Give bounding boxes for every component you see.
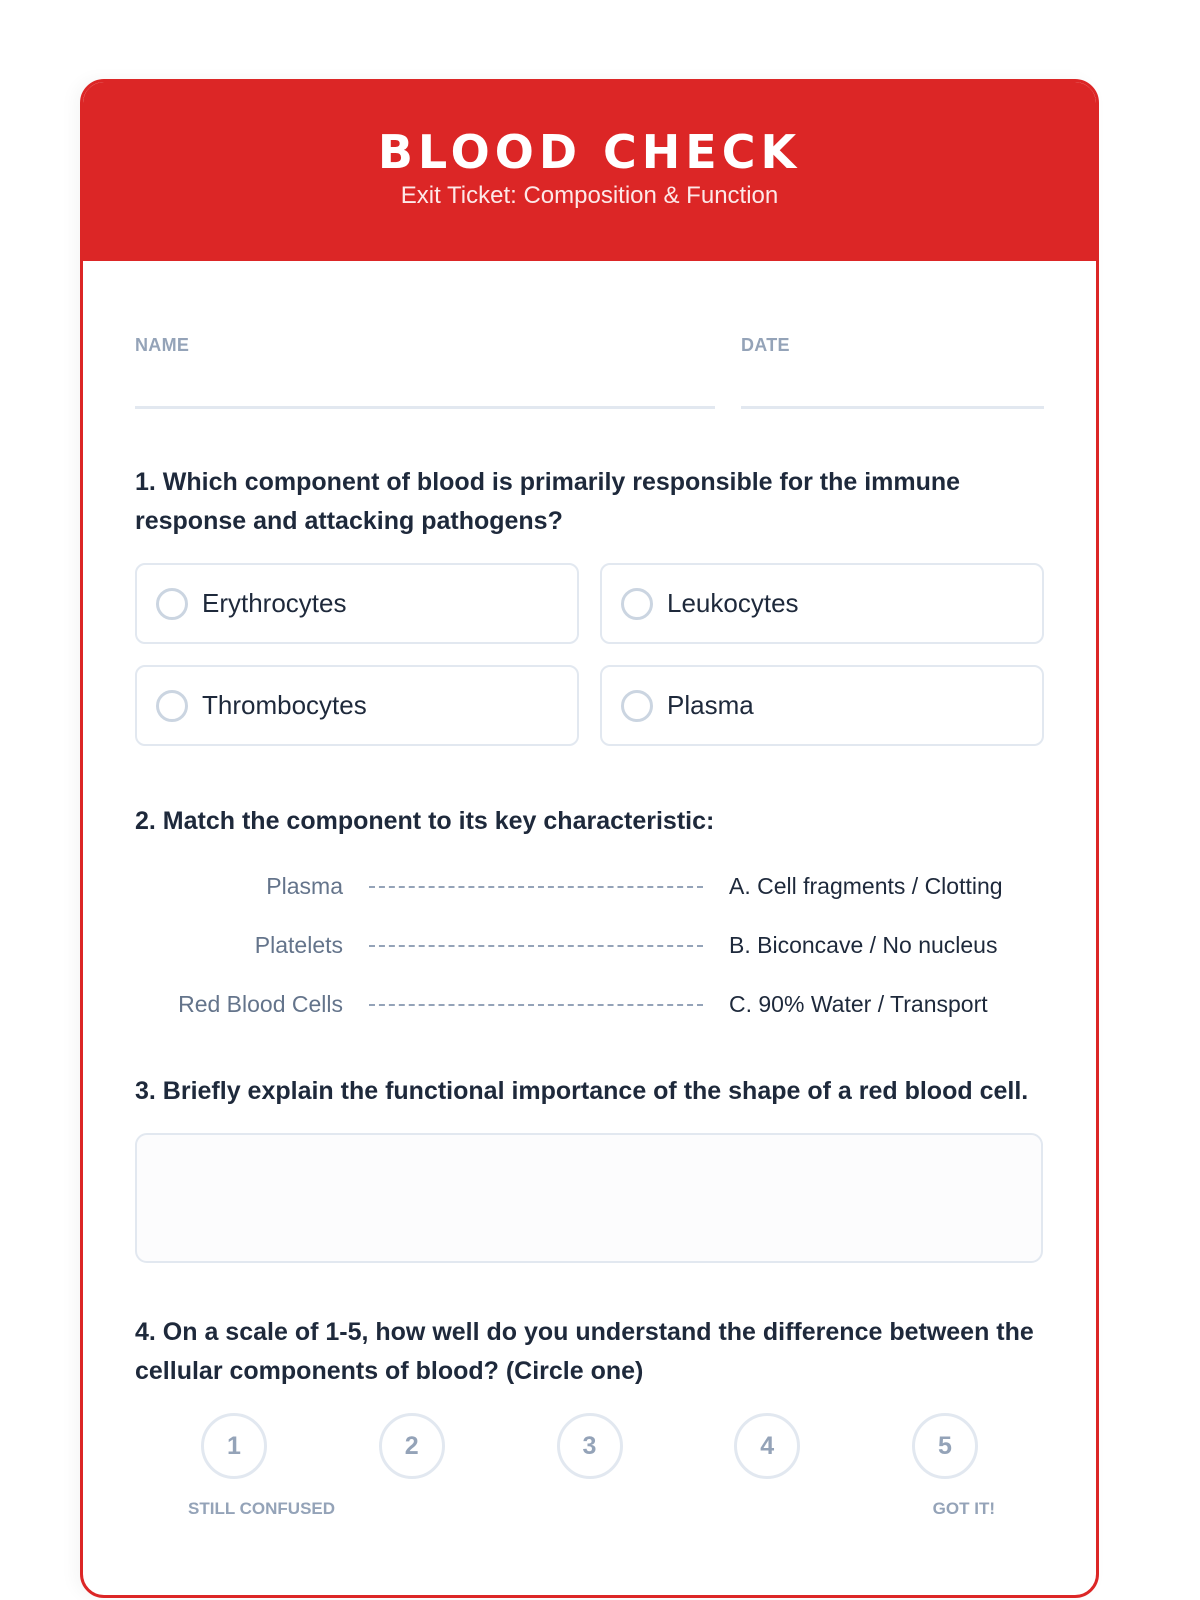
scale-option-4[interactable]: 4 — [734, 1413, 800, 1479]
scale-high-label: GOT IT! — [932, 1499, 995, 1518]
match-characteristic: C. 90% Water / Transport — [729, 991, 988, 1017]
match-characteristic: A. Cell fragments / Clotting — [729, 873, 1003, 899]
page-title: BLOOD CHECK — [377, 125, 802, 179]
scale-option-5[interactable]: 5 — [912, 1413, 978, 1479]
option-label: Erythrocytes — [202, 588, 347, 618]
radio-circle-icon[interactable] — [621, 588, 653, 620]
page-subtitle: Exit Ticket: Composition & Function — [400, 182, 779, 209]
scale-labels — [135, 1499, 1044, 1519]
name-underline[interactable] — [135, 406, 715, 409]
understanding-scale — [135, 1413, 1044, 1479]
date-label: DATE — [741, 335, 790, 355]
option-plasma[interactable] — [600, 665, 1044, 746]
ticket-body — [83, 335, 1096, 1519]
match-component: Platelets — [254, 932, 343, 958]
header-banner — [83, 82, 1096, 261]
match-row — [135, 975, 1044, 1034]
student-info-row — [135, 335, 1044, 409]
answer-textarea[interactable] — [135, 1133, 1043, 1263]
exit-ticket-card — [80, 79, 1099, 1598]
name-label: NAME — [135, 335, 190, 355]
question-1-text: 1. Which component of blood is primarily responsible for the immune response and attacking pathogens? — [135, 468, 961, 535]
radio-circle-icon[interactable] — [621, 690, 653, 722]
match-row — [135, 916, 1044, 975]
match-characteristic: B. Biconcave / No nucleus — [729, 932, 998, 958]
match-component: Plasma — [266, 873, 343, 899]
option-thrombocytes[interactable] — [135, 665, 579, 746]
match-dashed-line[interactable] — [369, 886, 703, 888]
question-4-text: 4. On a scale of 1-5, how well do you understand the difference between the cellular components of blood? (Circle one) — [135, 1318, 1034, 1385]
match-dashed-line[interactable] — [369, 1004, 703, 1006]
option-label: Leukocytes — [667, 588, 799, 618]
match-component: Red Blood Cells — [178, 991, 343, 1017]
option-erythrocytes[interactable] — [135, 563, 579, 644]
question-2-text: 2. Match the component to its key characteristic: — [135, 807, 715, 835]
date-field[interactable] — [741, 335, 1044, 409]
scale-low-label: STILL CONFUSED — [188, 1499, 336, 1518]
option-label: Thrombocytes — [202, 690, 367, 720]
radio-circle-icon[interactable] — [156, 690, 188, 722]
radio-circle-icon[interactable] — [156, 588, 188, 620]
scale-option-2[interactable]: 2 — [379, 1413, 445, 1479]
option-label: Plasma — [667, 690, 754, 720]
name-field[interactable] — [135, 335, 715, 409]
match-row — [135, 857, 1044, 916]
date-underline[interactable] — [741, 406, 1044, 409]
option-leukocytes[interactable] — [600, 563, 1044, 644]
match-dashed-line[interactable] — [369, 945, 703, 947]
scale-option-1[interactable]: 1 — [201, 1413, 267, 1479]
question-1-options — [135, 563, 1044, 746]
matching-list — [135, 857, 1044, 1034]
scale-option-3[interactable]: 3 — [557, 1413, 623, 1479]
question-3-text: 3. Briefly explain the functional importance of the shape of a red blood cell. — [135, 1077, 1029, 1105]
